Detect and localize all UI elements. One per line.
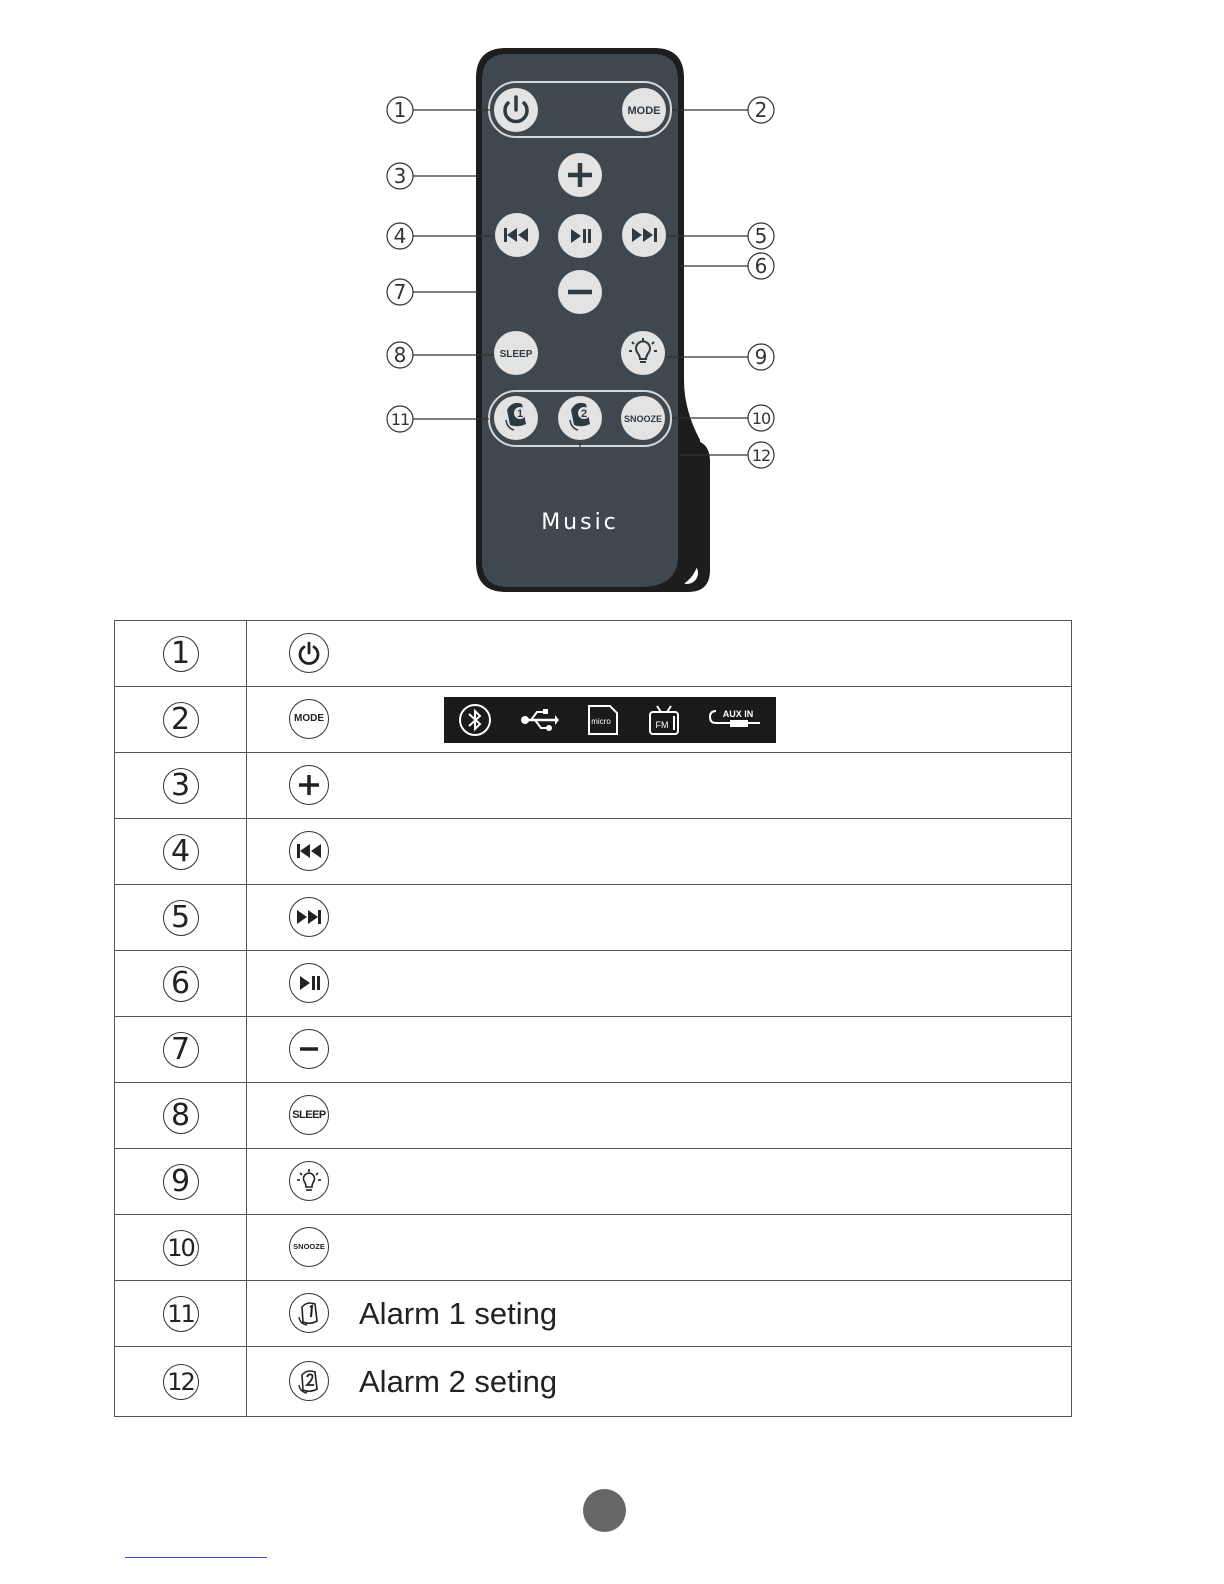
svg-text:8: 8 bbox=[393, 343, 407, 367]
row-number: 1 bbox=[163, 636, 199, 672]
callout-3 bbox=[387, 163, 413, 189]
callout-10 bbox=[748, 405, 774, 431]
remote-diagram bbox=[0, 0, 1224, 610]
usb-icon bbox=[519, 706, 559, 734]
snooze-icon: SNOOZE bbox=[289, 1227, 329, 1267]
remote-snooze-button[interactable] bbox=[621, 396, 665, 440]
callout-12 bbox=[748, 442, 774, 468]
remote-power-button[interactable] bbox=[494, 88, 538, 132]
svg-text:FM: FM bbox=[655, 720, 669, 730]
table-row bbox=[115, 1347, 1072, 1417]
mode-icon: MODE bbox=[289, 699, 329, 739]
callout-5 bbox=[748, 223, 774, 249]
remote-mode-button[interactable] bbox=[622, 88, 666, 132]
row-number: 6 bbox=[163, 966, 199, 1002]
micro-sd-icon bbox=[586, 703, 620, 737]
svg-text:11: 11 bbox=[390, 410, 410, 429]
alarm-2-description: Alarm 2 seting bbox=[359, 1363, 558, 1399]
mode-source-strip bbox=[444, 697, 776, 743]
play-pause-icon bbox=[289, 963, 329, 1003]
next-icon bbox=[289, 897, 329, 937]
button-legend-table bbox=[114, 620, 1072, 1417]
remote-minus-button[interactable] bbox=[558, 270, 602, 314]
svg-text:4: 4 bbox=[393, 224, 407, 248]
row-number: 10 bbox=[163, 1230, 199, 1266]
table-row bbox=[115, 1215, 1072, 1281]
remote-snooze-label: SNOOZE bbox=[623, 414, 663, 424]
row-number: 12 bbox=[163, 1364, 199, 1400]
sleep-icon: SLEEP bbox=[289, 1095, 329, 1135]
table-row bbox=[115, 621, 1072, 687]
table-row bbox=[115, 1083, 1072, 1149]
svg-text:2: 2 bbox=[754, 98, 768, 122]
table-row bbox=[115, 1281, 1072, 1347]
alarm-2-icon bbox=[289, 1361, 329, 1401]
light-icon bbox=[289, 1161, 329, 1201]
row-number: 7 bbox=[163, 1032, 199, 1068]
previous-icon bbox=[289, 831, 329, 871]
footer-link-underline[interactable] bbox=[125, 1557, 267, 1558]
remote-alarm-1-button[interactable] bbox=[494, 396, 538, 440]
svg-text:1: 1 bbox=[393, 98, 407, 122]
callout-1 bbox=[387, 97, 413, 123]
power-icon bbox=[289, 633, 329, 673]
aux-in-icon bbox=[708, 705, 762, 735]
remote-brand-label: Music bbox=[541, 510, 619, 535]
svg-text:AUX IN: AUX IN bbox=[723, 709, 754, 719]
svg-text:7: 7 bbox=[393, 280, 407, 304]
callout-6 bbox=[748, 253, 774, 279]
bluetooth-icon bbox=[458, 703, 492, 737]
table-row bbox=[115, 885, 1072, 951]
callout-7 bbox=[387, 279, 413, 305]
svg-text:3: 3 bbox=[393, 164, 407, 188]
remote-plus-button[interactable] bbox=[558, 153, 602, 197]
table-row bbox=[115, 1149, 1072, 1215]
remote-alarm-2-button[interactable] bbox=[558, 396, 602, 440]
callout-9 bbox=[748, 344, 774, 370]
row-number: 9 bbox=[163, 1164, 199, 1200]
callout-8 bbox=[387, 342, 413, 368]
remote-play-pause-button[interactable] bbox=[558, 214, 602, 258]
svg-text:9: 9 bbox=[754, 345, 768, 369]
alarm-1-digit: 1 bbox=[516, 408, 524, 420]
row-number: 8 bbox=[163, 1098, 199, 1134]
row-number: 2 bbox=[163, 702, 199, 738]
remote-sleep-button[interactable] bbox=[494, 331, 538, 375]
svg-text:5: 5 bbox=[754, 224, 768, 248]
remote-previous-button[interactable] bbox=[495, 213, 539, 257]
page-number-dot bbox=[583, 1489, 626, 1532]
remote-light-button[interactable] bbox=[621, 331, 665, 375]
row-number: 3 bbox=[163, 768, 199, 804]
table-row bbox=[115, 819, 1072, 885]
svg-text:12: 12 bbox=[751, 446, 771, 465]
remote-mode-label: MODE bbox=[627, 105, 661, 117]
alarm-1-description: Alarm 1 seting bbox=[359, 1295, 558, 1331]
plus-icon bbox=[289, 765, 329, 805]
minus-icon bbox=[289, 1029, 329, 1069]
callout-2 bbox=[748, 97, 774, 123]
remote-next-button[interactable] bbox=[622, 213, 666, 257]
table-row bbox=[115, 951, 1072, 1017]
remote-face bbox=[482, 54, 678, 587]
table-row bbox=[115, 753, 1072, 819]
svg-text:6: 6 bbox=[754, 254, 768, 278]
fm-radio-icon bbox=[647, 703, 681, 737]
svg-text:10: 10 bbox=[751, 409, 771, 428]
table-row bbox=[115, 1017, 1072, 1083]
callout-4 bbox=[387, 223, 413, 249]
alarm-2-digit: 2 bbox=[580, 408, 588, 420]
row-number: 11 bbox=[163, 1296, 199, 1332]
remote-sleep-label: SLEEP bbox=[499, 349, 533, 360]
row-number: 4 bbox=[163, 834, 199, 870]
table-row bbox=[115, 687, 1072, 753]
row-number: 5 bbox=[163, 900, 199, 936]
callout-11 bbox=[387, 406, 413, 432]
svg-text:micro: micro bbox=[591, 717, 611, 726]
alarm-1-icon bbox=[289, 1293, 329, 1333]
